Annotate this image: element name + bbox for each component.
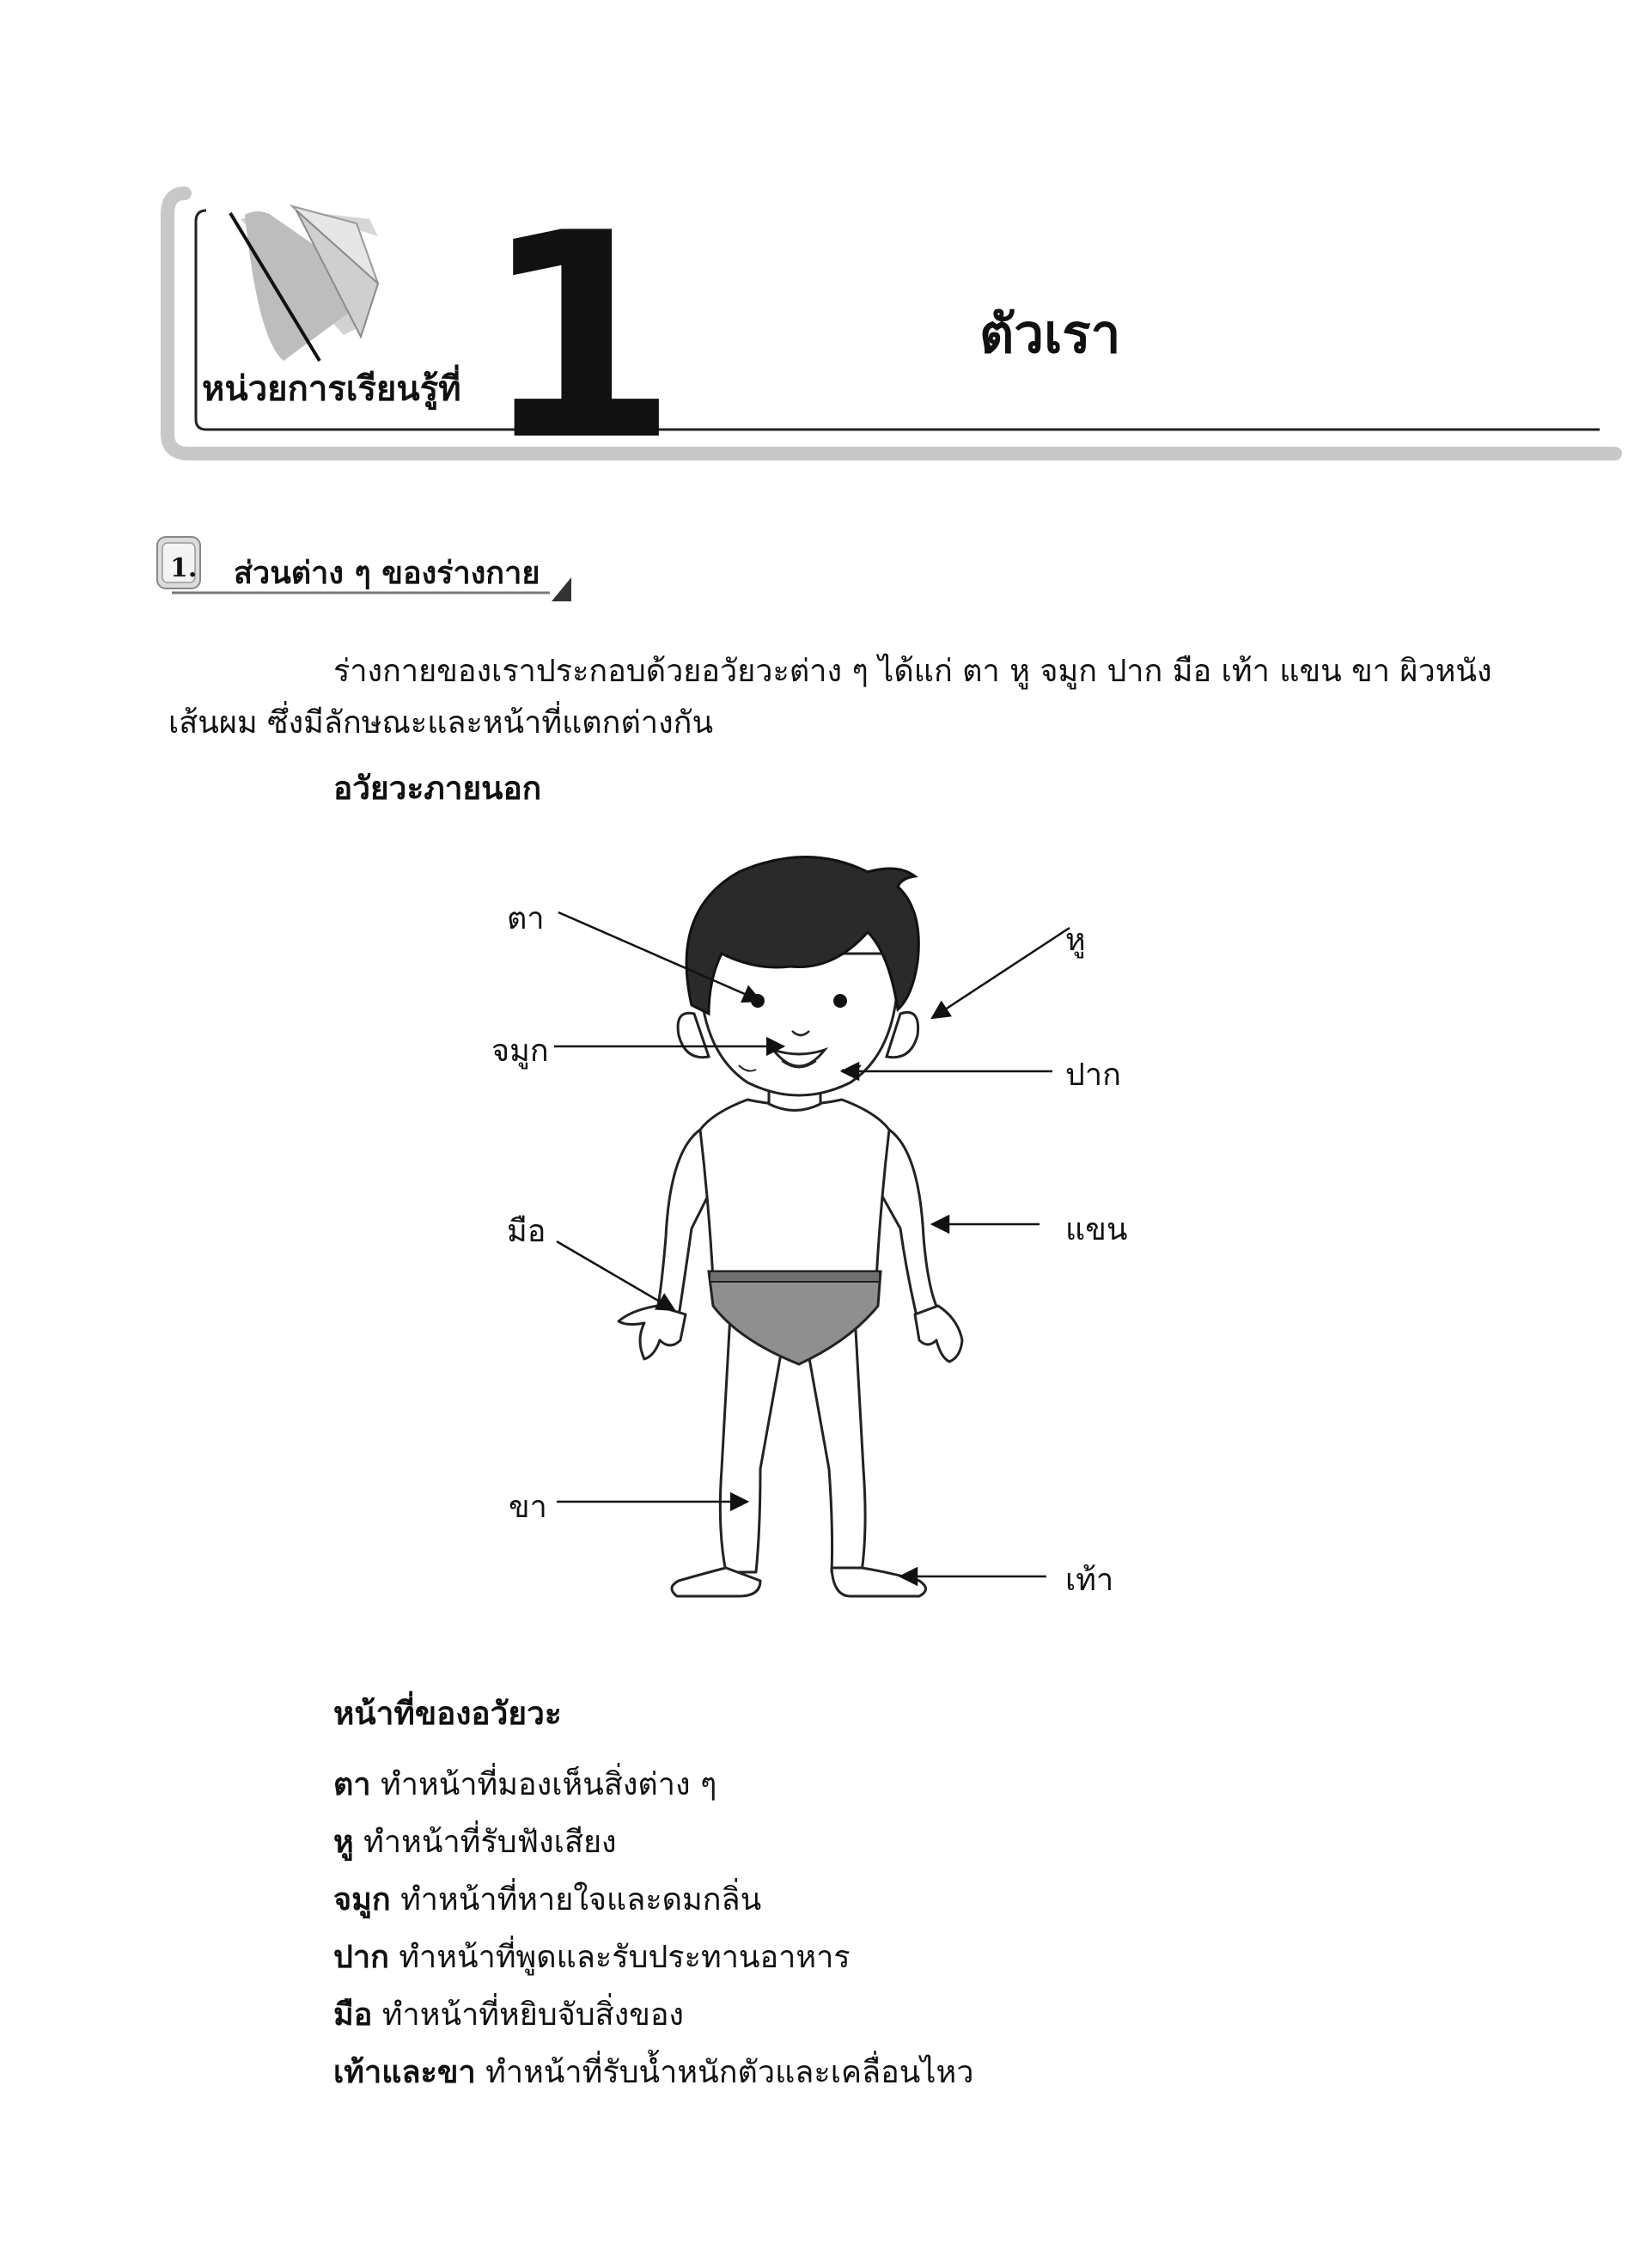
organ-function: ทำหน้าที่มองเห็นสิ่งต่าง ๆ xyxy=(370,1767,717,1802)
section-number: 1. xyxy=(170,553,198,583)
unit-label: หน่วยการเรียนรู้ที่ xyxy=(202,369,461,409)
organ-function: ทำหน้าที่หายใจและดมกลิ่น xyxy=(390,1882,762,1917)
organ-function: ทำหน้าที่หยิบจับสิ่งของ xyxy=(372,1997,685,2033)
organ-function: ทำหน้าที่รับฟังเสียง xyxy=(353,1825,617,1860)
list-item xyxy=(333,1875,761,1924)
list-item xyxy=(333,1990,684,2039)
organ-function: ทำหน้าที่รับน้ำหนักตัวและเคลื่อนไหว xyxy=(475,2055,974,2090)
paragraph-line: เส้นผม ซึ่งมีลักษณะและหน้าที่แตกต่างกัน xyxy=(168,705,714,741)
unit-number: 1 xyxy=(481,173,674,503)
body-parts-diagram xyxy=(464,825,1168,1632)
organ-term: มือ xyxy=(333,1997,373,2033)
organ-function: ทำหน้าที่พูดและรับประทานอาหาร xyxy=(388,1940,851,1975)
play-icon xyxy=(230,206,378,361)
label-arm: แขน xyxy=(1065,1212,1128,1247)
organ-term: ตา xyxy=(333,1766,371,1802)
organ-term: หู xyxy=(333,1824,354,1860)
label-foot: เท้า xyxy=(1065,1563,1114,1598)
boy-illustration xyxy=(464,825,1168,1632)
list-item xyxy=(333,1759,716,1808)
list-item xyxy=(333,1817,617,1866)
list-item xyxy=(333,2047,973,2096)
organ-term: ปาก xyxy=(333,1939,389,1975)
label-leg: ขา xyxy=(509,1490,547,1525)
label-hand: มือ xyxy=(507,1214,546,1249)
label-eye: ตา xyxy=(507,901,545,936)
paragraph-line: ร่างกายของเราประกอบด้วยอวัยวะต่าง ๆ ได้แก่ ตา หู จมูก ปาก มือ เท้า แขน ขา ผิวหนัง xyxy=(333,654,1492,689)
functions-heading: หน้าที่ของอวัยวะ xyxy=(333,1694,562,1732)
organ-term: เท้าและขา xyxy=(333,2054,476,2090)
external-organs-heading: อวัยวะภายนอก xyxy=(333,769,542,807)
label-ear: หู xyxy=(1065,923,1086,958)
section-title: ส่วนต่าง ๆ ของร่างกาย xyxy=(234,555,540,591)
label-mouth: ปาก xyxy=(1065,1058,1121,1093)
unit-title: ตัวเรา xyxy=(979,302,1121,365)
label-nose: จมูก xyxy=(491,1033,549,1069)
list-item xyxy=(333,1932,851,1981)
organ-term: จมูก xyxy=(333,1881,391,1917)
